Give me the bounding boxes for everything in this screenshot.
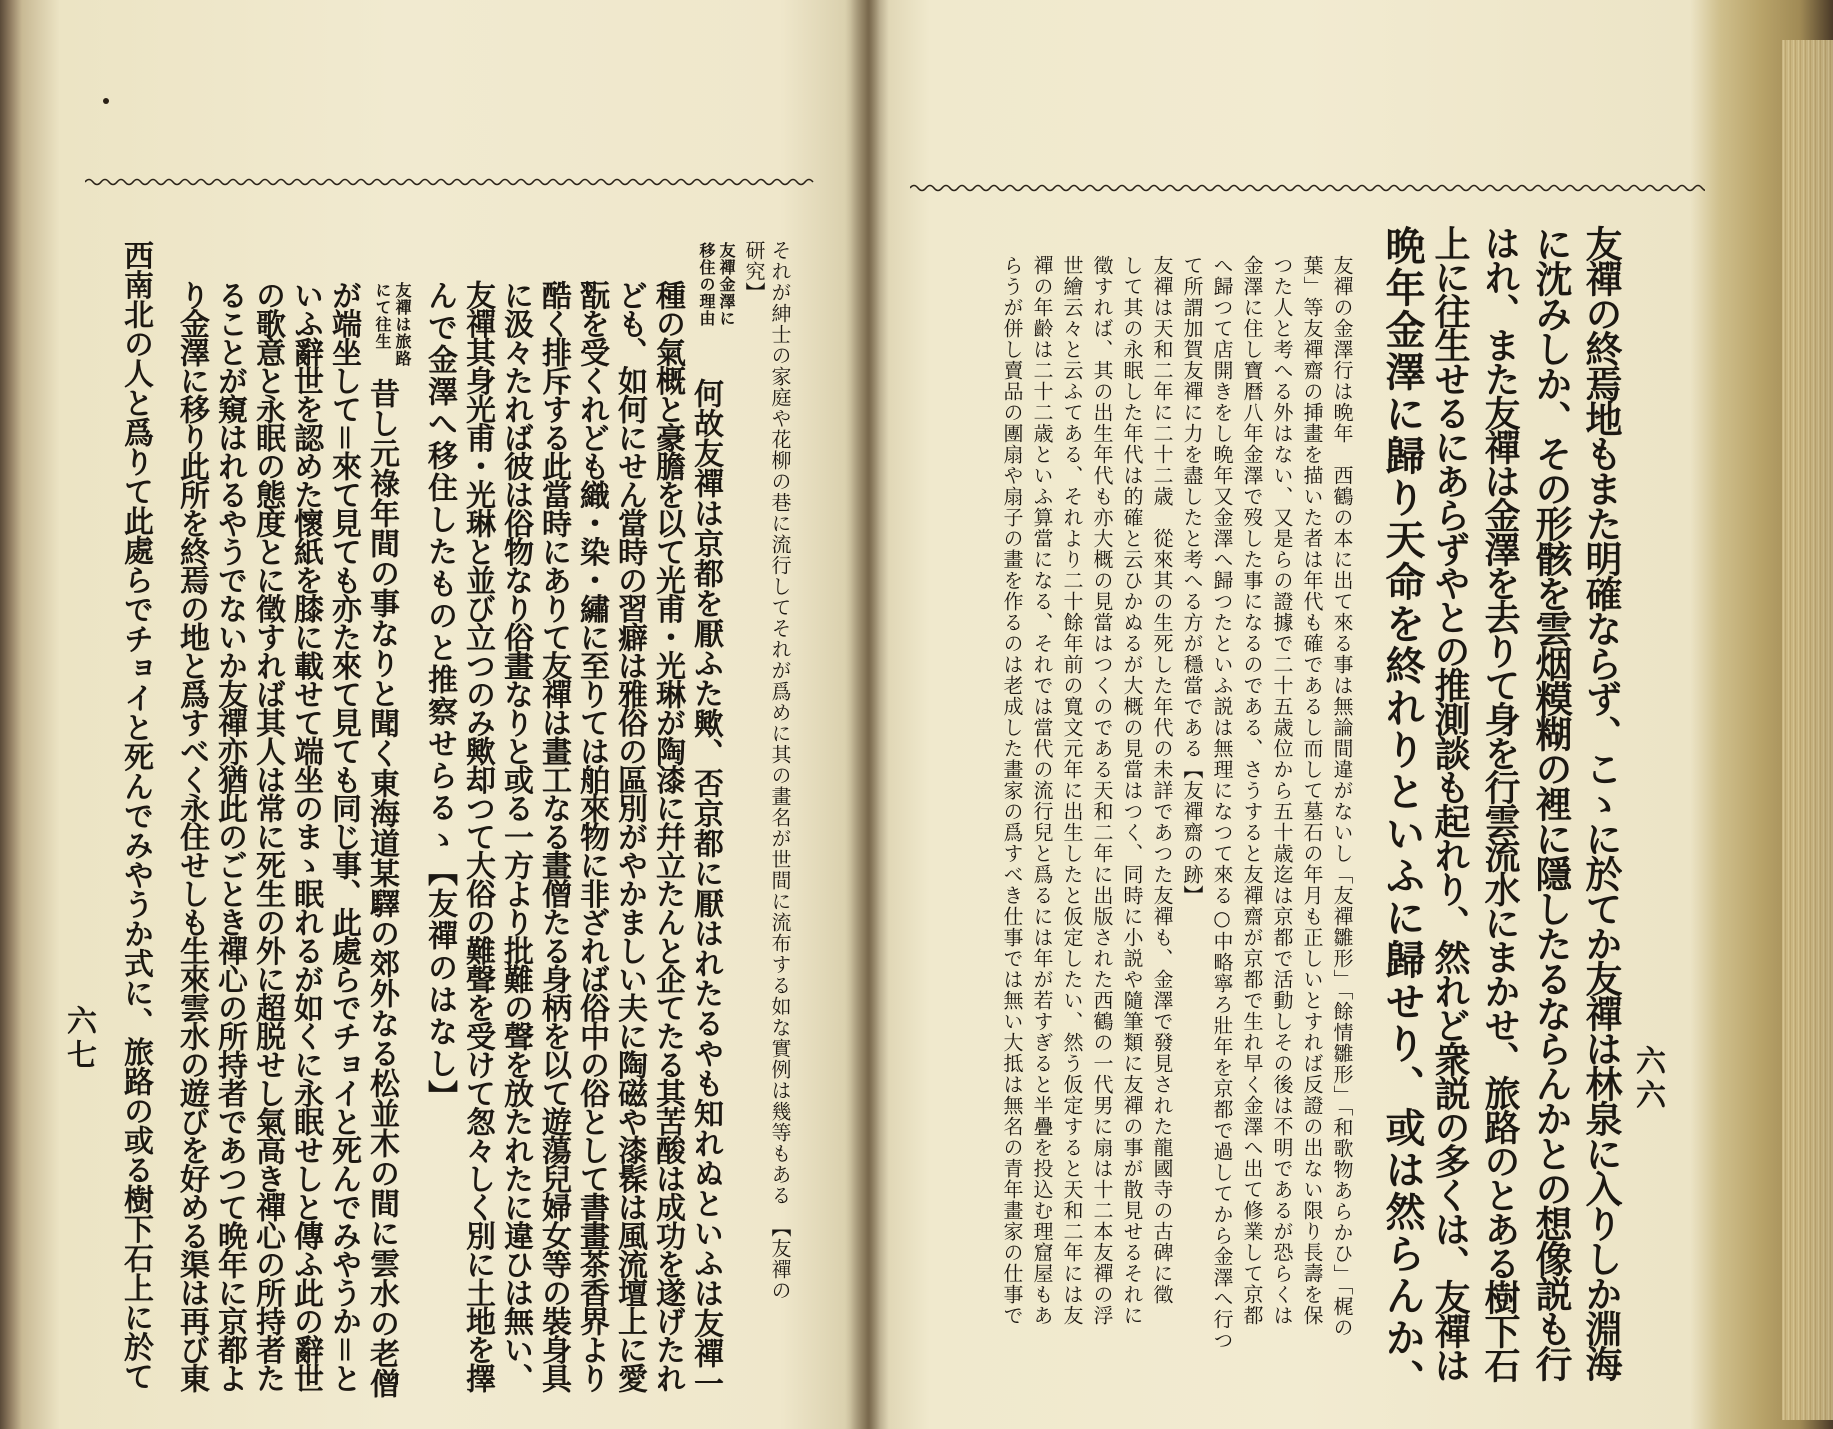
- note-column: 世繪云々と云ふてある、それより二十餘年前の寬文元年に出生したと仮定したい、然う仮定すると天和二年には友: [1060, 255, 1084, 1326]
- body-column: 友禪の終焉地もまた明確ならず、こゝに於てか友禪は林泉に入りしか淵海: [1579, 225, 1623, 1380]
- note-column: つた人と考へる外はない、又是らの證據で二十五歳位から五十歳迄は京都で活動しその後は不明であるが恐らくは: [1270, 255, 1294, 1326]
- body-column: 友禪其身光甫・光琳と並び立つのみ歟却つて大俗の難聲を受けて怱々しく別に土地を擇: [460, 280, 495, 1392]
- page-number: 六六: [1630, 1045, 1665, 1113]
- body-column: 晩年金澤に歸り天命を終れりといふに歸せり、或は然らんか、: [1379, 225, 1426, 1401]
- body-column: ども、如何にせん當時の習癖は雅俗の區別がやかましい夫に陶磁や漆髹は風流壇上に愛: [612, 280, 647, 1392]
- body-column: が端坐して＝來て見ても亦た來て見ても同じ事、此處らでチョイと死んでみやうか＝と: [326, 280, 361, 1392]
- wavy-rule-right: [910, 180, 1705, 196]
- right-page: [880, 0, 1780, 1429]
- body-column: 上に往生せるにあらずやとの推測談も起れり、然れど衆説の多くは、友禪は: [1429, 225, 1471, 1381]
- note-column: それが紳士の家庭や花柳の巷に流行してそれが爲めに其の畫名が世間に流布する如な實例は幾等もある 【友禪の: [768, 240, 792, 1301]
- body-column: 翫を受くれども織・染・繡に至りては舶來物に非ざれば俗中の俗として書畫茶香界より: [574, 280, 609, 1392]
- note-column: へ歸つて店開きをし晩年又金澤へ歸つたといふ説は無理になつて來る○中略寧ろ壯年を京都で過してから金澤へ行つ: [1210, 255, 1234, 1351]
- body-column: 酷く排斥する此當時にありて友禪は畫工なる畫僧たる身柄を以て遊蕩兒婦女等の裝身具: [536, 280, 571, 1392]
- note-column: 禪の年齡は二十二歳といふ算當になる、それでは當代の流行兒と爲るには年が若すぎると半疊を投込む理窟屋もあ: [1030, 255, 1054, 1326]
- note-column: 葉」等友禪齋の挿畫を描いた者は年代も確であるし而して墓石の年月も正しいとすれば反證の出ない限り長壽を保: [1300, 255, 1324, 1326]
- left-page: [0, 0, 865, 1429]
- body-column: 昔し元祿年間の事なりと聞く東海道某驛の郊外なる松並木の間に雲水の老僧: [364, 378, 399, 1398]
- page-number: 六七: [61, 1005, 96, 1073]
- page-edges: [1782, 40, 1833, 1420]
- body-column: に汲々たれば彼は俗物なり俗畫なりと或る一方より批難の聲を放たれたに違ひは無い、: [498, 280, 533, 1392]
- note-column: 友禪は天和二年に二十二歳 從來其の生死した年代の未詳であつた友禪も、金澤で發見された龍國寺の古碑に徵: [1150, 255, 1174, 1305]
- note-column: 徵すれば、其の出生年代も亦大概の見當はつくのである天和二年に出版された西鶴の一代男に扇は十二本友禪の浮: [1090, 255, 1114, 1326]
- note-column: 友禪の金澤行は晩年 西鶴の本に出て來る事は無論間違がないし「友禪雛形」「餘情雛形」「和歌物あらかひ」「梶の: [1330, 255, 1354, 1338]
- side-heading: 友禪は旅路: [393, 282, 412, 367]
- note-column: らうが併し賣品の團扇や扇子の畫を作るのは老成した畫家の爲すべき仕事では無い大抵は無名の青年畫家の仕事で: [1000, 255, 1024, 1326]
- note-column: て所謂加賀友禪に力を盡したと考へる方が穩當である【友禪齋の跡】: [1180, 255, 1204, 906]
- ink-speck: [103, 98, 109, 104]
- wavy-rule-left: [85, 174, 840, 190]
- note-column: 研究】: [742, 240, 766, 303]
- body-column: の歌意と永眠の態度とに徵すれば其人は常に死生の外に超脱せし氣高き禪心の所持者た: [250, 280, 285, 1392]
- body-column: 種の氣概と豪膽を以て光甫・光琳が陶漆に幷立たんと企てたる其苦酸は成功を遂げたれ: [650, 280, 685, 1392]
- body-column: はれ、また友禪は金澤を去りて身を行雲流水にまかせ、旅路のとある樹下石: [1479, 225, 1521, 1381]
- note-column: 金澤に住し寶暦八年金澤で歿した事になるのである、さうすると友禪齋が京都で生れ早く金澤へ出て修業して京都: [1240, 255, 1264, 1326]
- body-column: に沈みしか、その形骸を雲烟糢糊の裡に隱したるならんかとの想像説も行: [1529, 225, 1573, 1380]
- body-column: んで金澤へ移住したものと推察せらるゝ【友禪のはなし】: [422, 280, 457, 1112]
- note-column: して其の永眠した年代は的確と云ひかぬるが大概の見當はつく、同時に小説や隨筆類に友禪の事が散見せるそれに: [1120, 255, 1144, 1326]
- body-column: ることが窺はれるやうでないか友禪亦猶此のごとき禪心の所持者であつて晩年に京都よ: [212, 280, 247, 1392]
- body-column: り金澤に移り此所を終焉の地と爲すべく永住せしも生來雲水の遊びを好める渠は再び東: [174, 280, 209, 1392]
- body-column: 西南北の人と爲りて此處らでチョイと死んでみやうか式に、旅路の或る樹下石上に於て: [118, 240, 153, 1391]
- body-column: いふ辭世を認めた懷紙を膝に載せて端坐のまゝ眠れるが如くに永眠せしと傳ふ此の辭世: [288, 280, 323, 1392]
- side-heading: にて往生: [373, 282, 392, 350]
- side-heading: 移住の理由: [697, 242, 716, 327]
- body-column: 何故友禪は京都を厭ふた歟、否京都に厭はれたるやも知れぬといふは友禪一: [688, 378, 723, 1398]
- side-heading: 友禪金澤に: [717, 242, 736, 327]
